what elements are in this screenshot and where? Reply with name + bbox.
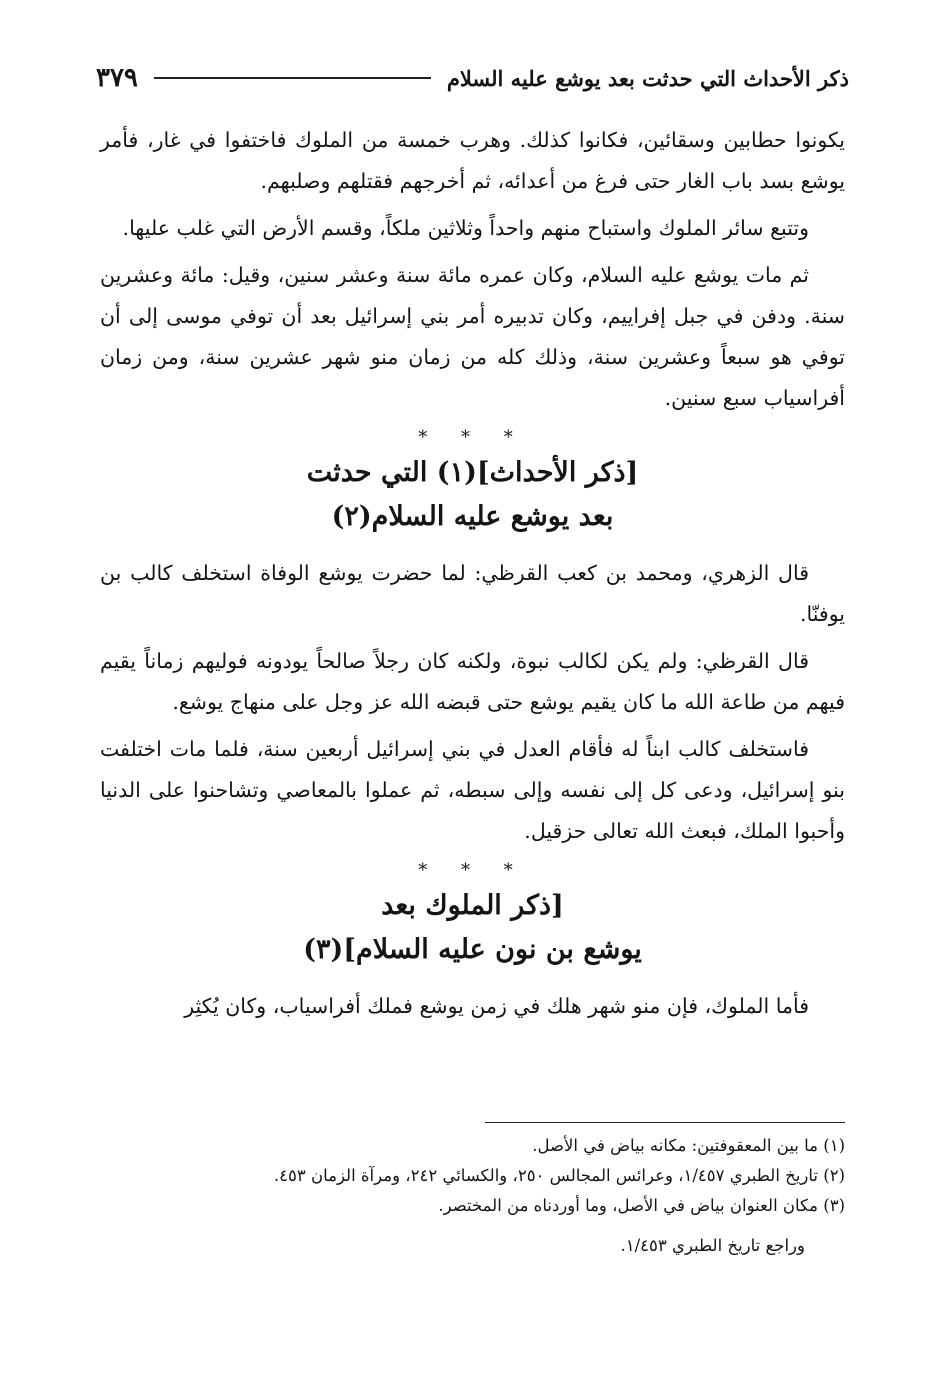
section-heading-line: بعد يوشع عليه السلام(٢) (331, 501, 614, 532)
running-head: ذكر الأحداث التي حدثت بعد يوشع عليه السلام (446, 65, 849, 91)
paragraph-6: فاستخلف كالب ابناً له فأقام العدل في بني إسرائيل أربعين سنة، فلما مات اختلفت بنو إسرائيل، ودعى كل إلى نفسه وإلى سبطه، ثم عملوا بالمعاصي وتشاحنوا على الدنيا وأحبوا الملك، فبعث الله تعالى حزقيل. (100, 737, 845, 843)
footnote-1: (١) ما بين المعقوفتين: مكانه بياض في الأصل. (532, 1136, 845, 1155)
section-heading-line: [ذكر الملوك بعد (381, 890, 564, 921)
section-heading-events (100, 451, 845, 539)
paragraph-3: ثم مات يوشع عليه السلام، وكان عمره مائة سنة وعشر سنين، وقيل: مائة وعشرين سنة. ودفن في جبل إفراييم، وكان تدبيره أمر بني إسرائيل بعد أن توفي موسى إلى أن توفي هو سبعاً وعشرين سنة، وذلك كله من زمان منو شهر عشرين سنة، ومن زمان أفراسياب سبع سنين. (100, 263, 845, 410)
section-separator: * * * (418, 860, 527, 881)
footnote-3-continuation: وراجع تاريخ الطبري ١/٤٥٣. (620, 1236, 805, 1255)
paragraph-7: فأما الملوك، فإن منو شهر هلك في زمن يوشع فملك أفراسياب، وكان يُكثِر (184, 994, 809, 1018)
section-heading-line: [ذكر الأحداث](١) التي حدثت (306, 457, 639, 488)
main-text (100, 120, 845, 1033)
footnote-3: (٣) مكان العنوان بياض في الأصل، وما أوردناه من المختصر. (438, 1196, 845, 1215)
paragraph-1: يكونوا حطابين وسقائين، فكانوا كذلك. وهرب خمسة من الملوك فاختفوا في غار، فأمر يوشع بسد باب الغار حتى فرغ من أعدائه، ثم أخرجهم فقتلهم وصلبهم. (100, 128, 845, 193)
footnote-2: (٢) تاريخ الطبري ١/٤٥٧، وعرائس المجالس ٢٥٠، والكسائي ٢٤٢، ومرآة الزمان ٤٥٣. (273, 1166, 845, 1185)
header-rule (154, 77, 431, 79)
paragraph-4: قال الزهري، ومحمد بن كعب القرظي: لما حضرت يوشع الوفاة استخلف كالب بن يوفنّا. (100, 561, 845, 626)
section-heading-line: يوشع بن نون عليه السلام](٣) (303, 934, 642, 965)
page-header (96, 58, 849, 98)
footnote-rule (485, 1122, 845, 1123)
footnotes (110, 1122, 845, 1261)
section-separator: * * * (418, 427, 527, 448)
paragraph-2: وتتبع سائر الملوك واستباح منهم واحداً وثلاثين ملكاً، وقسم الأرض التي غلب عليها. (122, 216, 809, 240)
page-number: ٣٧٩ (96, 63, 138, 93)
section-heading-kings (100, 884, 845, 972)
paragraph-5: قال القرظي: ولم يكن لكالب نبوة، ولكنه كان رجلاً صالحاً يودونه فوليهم زماناً يقيم فيهم من طاعة الله ما كان يقيم يوشع حتى قبضه الله عز وجل على منهاج يوشع. (100, 649, 845, 714)
